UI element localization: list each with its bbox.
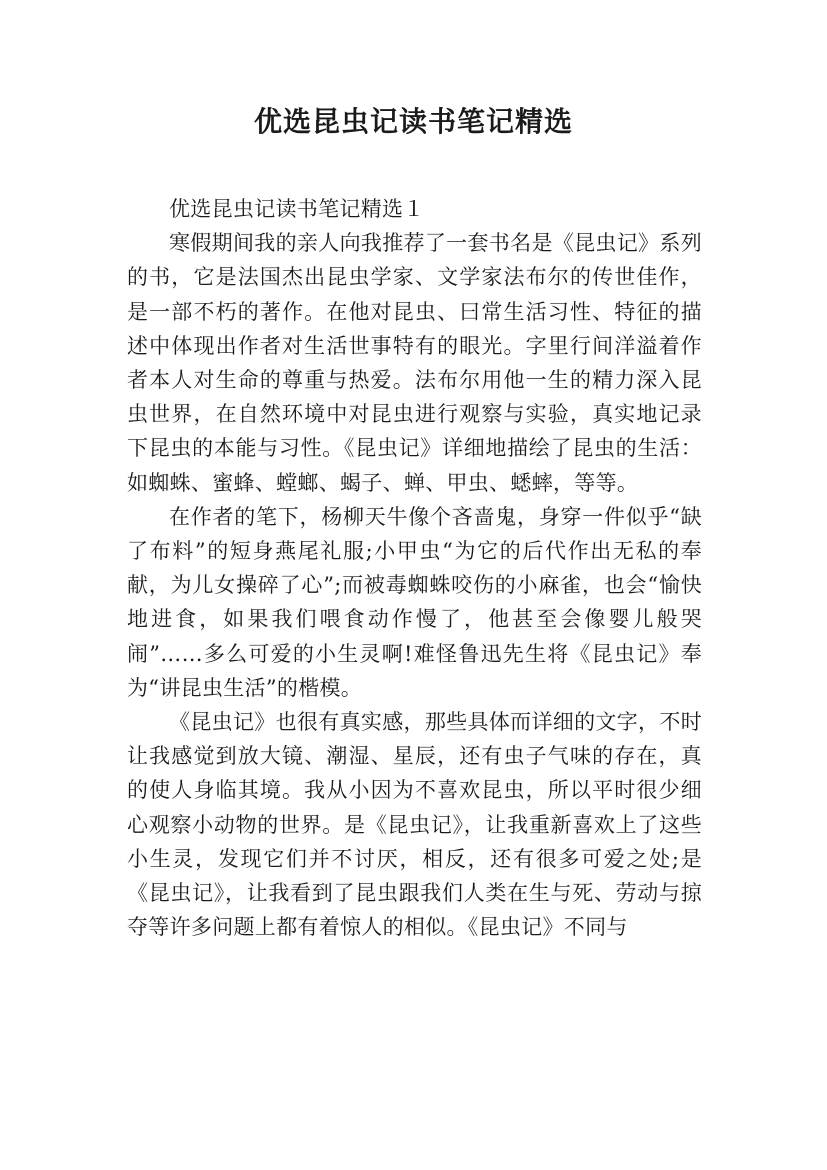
paragraph-1: 寒假期间我的亲人向我推荐了一套书名是《昆虫记》系列的书，它是法国杰出昆虫学家、文学家法布尔的传世佳作，是一部不朽的著作。在他对昆虫、曰常生活习性、特征的描述中体现出作者对生活世事特有的眼光。字里行间洋溢着作者本人对生命的尊重与热爱。法布尔用他一生的精力深入昆虫世界，在自然环境中对昆虫进行观察与实验，真实地记录下昆虫的本能与习性。《昆虫记》详细地描绘了昆虫的生活：如蜘蛛、蜜蜂、螳螂、蝎子、蝉、甲虫、蟋蟀，等等。 (127, 231, 702, 495)
section-heading: 优选昆虫记读书笔记精选１ (169, 197, 425, 221)
paragraph-3: 《昆虫记》也很有真实感，那些具体而详细的文字，不时让我感觉到放大镜、潮湿、星辰，还有虫子气味的存在，真的使人身临其境。我从小因为不喜欢昆虫，所以平时很少细心观察小动物的世界。是《昆虫记》，让我重新喜欢上了这些小生灵，发现它们并不讨厌，相反，还有很多可爱之处;是《昆虫记》，让我看到了昆虫跟我们人类在生与死、劳动与掠夺等许多问题上都有着惊人的相似。《昆虫记》不同与 (127, 710, 702, 940)
paragraph-2: 在作者的笔下，杨柳天牛像个吝啬鬼，身穿一件似乎“缺了布料”的短身燕尾礼服;小甲虫“为它的后代作出无私的奉献，为儿女操碎了心”;而被毒蜘蛛咬伤的小麻雀，也会“愉快地进食，如果我们喂食动作慢了，他甚至会像婴儿般哭闹”……多么可爱的小生灵啊!难怪鲁迅先生将《昆虫记》奉为“讲昆虫生活”的楷模。 (127, 504, 702, 700)
document-body (127, 192, 702, 944)
document-title: 优选昆虫记读书笔记精选 (253, 105, 573, 138)
